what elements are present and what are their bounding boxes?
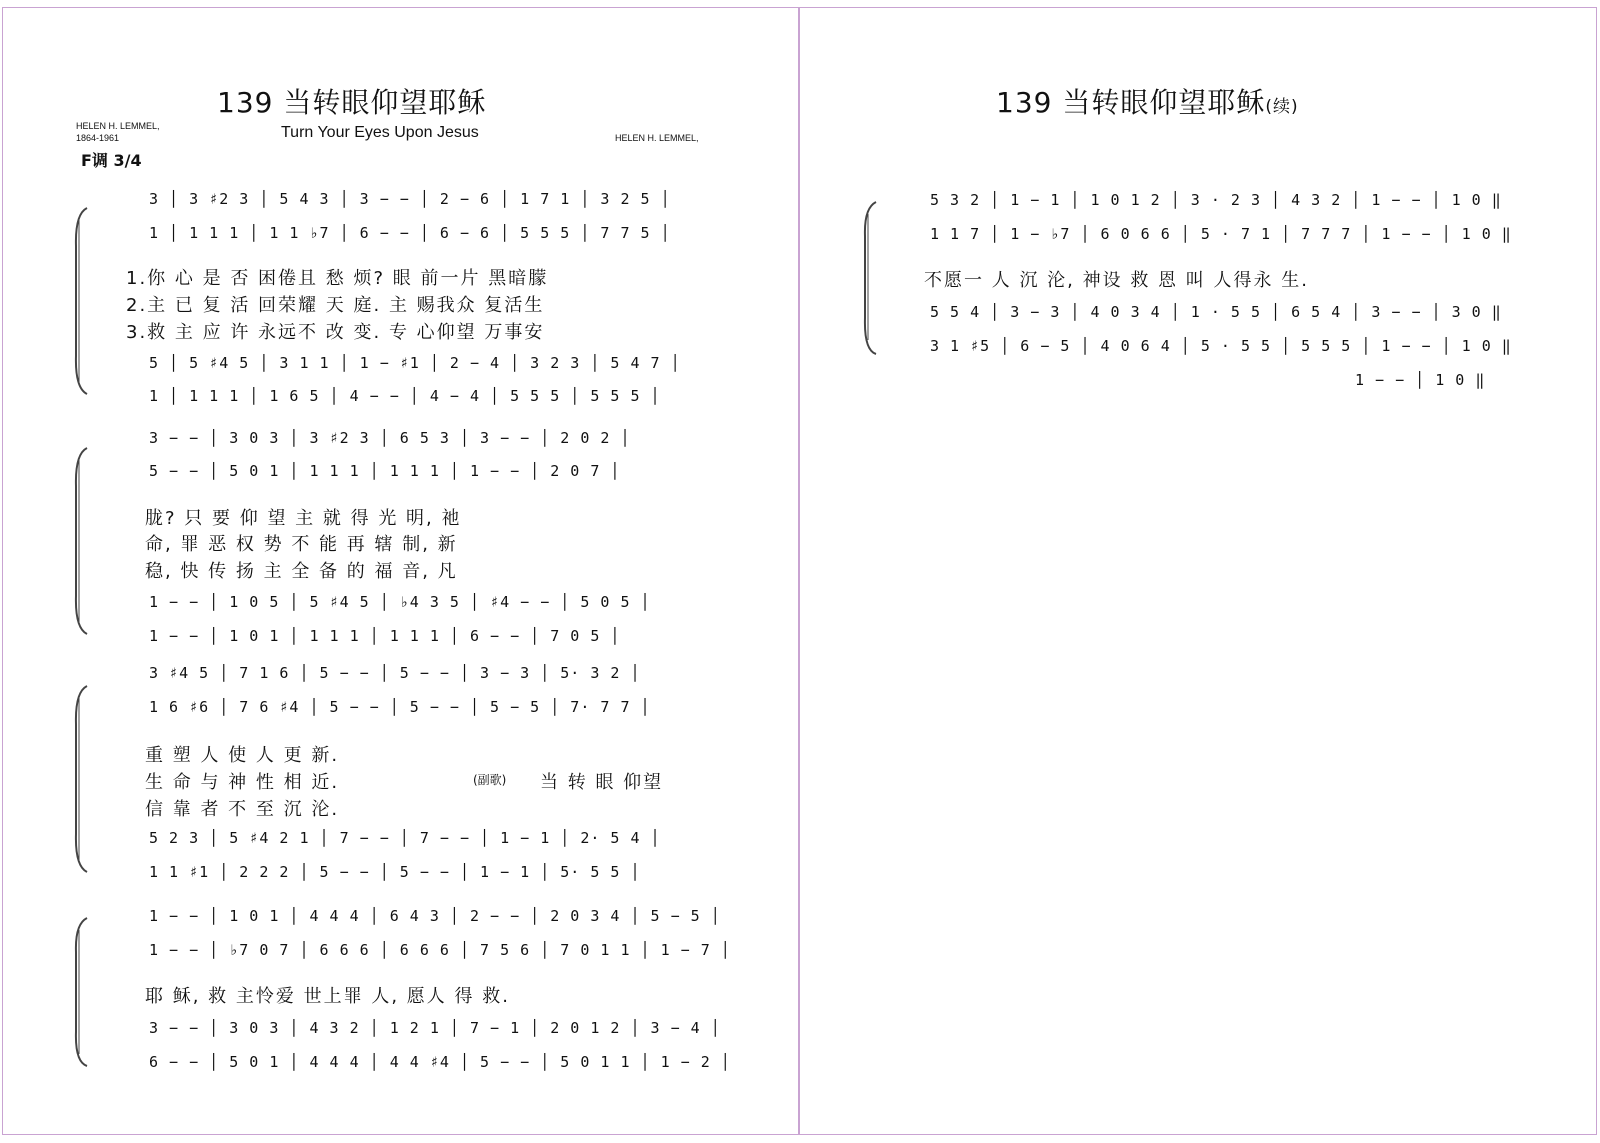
refrain-label: (副歌): [473, 773, 507, 787]
lyric-line: 命, 罪 恶 权 势 不 能 再 辖 制, 新: [145, 534, 458, 555]
system-brace-icon: [69, 916, 91, 1068]
staff-line: 5 − − │ 5 0 1 │ 1 1 1 │ 1 1 1 │ 1 − − │ 2 0 7 │: [149, 462, 621, 480]
staff-line: 1 − − │ ♭7 0 7 │ 6 6 6 │ 6 6 6 │ 7 5 6 │ 7 0 1 1 │ 1 − 7 │: [149, 941, 731, 959]
left-page: [2, 7, 799, 1135]
staff-line: 3 1 ♯5 │ 6 − 5 │ 4 0 6 4 │ 5 · 5 5 │ 5 5 5 │ 1 − − │ 1 0 ‖: [930, 337, 1512, 355]
staff-line: 1 − − │ 1 0 1 │ 4 4 4 │ 6 4 3 │ 2 − − │ 2 0 3 4 │ 5 − 5 │: [149, 907, 721, 925]
staff-line: 5 2 3 │ 5 ♯4 2 1 │ 7 − − │ 7 − − │ 1 − 1 │ 2· 5 4 │: [149, 829, 661, 847]
staff-line: 5 3 2 │ 1 − 1 │ 1 0 1 2 │ 3 · 2 3 │ 4 3 2 │ 1 − − │ 1 0 ‖: [930, 191, 1502, 209]
staff-line: 1 − − │ 1 0 5 │ 5 ♯4 5 │ ♭4 3 5 │ ♯4 − − │ 5 0 5 │: [149, 593, 651, 611]
page-title: [996, 81, 1299, 121]
lyric-line: 信 靠 者 不 至 沉 沦.: [145, 799, 340, 820]
staff-line: 6 − − │ 5 0 1 │ 4 4 4 │ 4 4 ♯4 │ 5 − − │ 5 0 1 1 │ 1 − 2 │: [149, 1053, 731, 1071]
staff-line: 1 6 ♯6 │ 7 6 ♯4 │ 5 − − │ 5 − − │ 5 − 5 │ 7· 7 7 │: [149, 698, 651, 716]
lyric-line: 1.你 心 是 否 困倦且 愁 烦? 眼 前一片 黑暗朦: [126, 268, 549, 289]
continued-label: (续): [1265, 97, 1299, 117]
staff-line: 3 − − │ 3 0 3 │ 3 ♯2 3 │ 6 5 3 │ 3 − − │ 2 0 2 │: [149, 429, 631, 447]
page-title: 139 当转眼仰望耶稣: [217, 86, 487, 119]
staff-line: 5 5 4 │ 3 − 3 │ 4 0 3 4 │ 1 · 5 5 │ 6 5 4 │ 3 − − │ 3 0 ‖: [930, 303, 1502, 321]
staff-line: 5 │ 5 ♯4 5 │ 3 1 1 │ 1 − ♯1 │ 2 − 4 │ 3 2 3 │ 5 4 7 │: [149, 354, 681, 372]
staff-line: 1 − − │ 1 0 1 │ 1 1 1 │ 1 1 1 │ 6 − − │ 7 0 5 │: [149, 627, 621, 645]
composer-credit: HELEN H. LEMMEL,: [615, 133, 699, 143]
staff-line: 3 − − │ 3 0 3 │ 4 3 2 │ 1 2 1 │ 7 − 1 │ 2 0 1 2 │ 3 − 4 │: [149, 1019, 721, 1037]
lyric-line: 胧? 只 要 仰 望 主 就 得 光 明, 祂: [145, 508, 462, 529]
lyric-line: 不愿一 人 沉 沦, 神设 救 恩 叫 人得永 生.: [924, 270, 1309, 291]
system-brace-icon: [858, 200, 880, 356]
lyric-line: 稳, 快 传 扬 主 全 备 的 福 音, 凡: [145, 561, 458, 582]
lyric-line: 重 塑 人 使 人 更 新.: [145, 745, 340, 766]
system-brace-icon: [69, 684, 91, 874]
page-title-text: 139 当转眼仰望耶稣: [996, 86, 1266, 119]
key-signature: F调 3/4: [81, 151, 142, 170]
staff-line: 1 1 ♯1 │ 2 2 2 │ 5 − − │ 5 − − │ 1 − 1 │ 5· 5 5 │: [149, 863, 641, 881]
refrain-lyric: 当 转 眼 仰望: [540, 772, 664, 793]
staff-line: 1 │ 1 1 1 │ 1 1 ♭7 │ 6 − − │ 6 − 6 │ 5 5 5 │ 7 7 5 │: [149, 224, 671, 242]
lyric-line: 耶 稣, 救 主怜爱 世上罪 人, 愿人 得 救.: [145, 986, 510, 1007]
staff-line: 3 ♯4 5 │ 7 1 6 │ 5 − − │ 5 − − │ 3 − 3 │ 5· 3 2 │: [149, 664, 641, 682]
staff-line: 1 1 7 │ 1 − ♭7 │ 6 0 6 6 │ 5 · 7 1 │ 7 7 7 │ 1 − − │ 1 0 ‖: [930, 225, 1512, 243]
staff-line: 1 − − │ 1 0 ‖: [1355, 371, 1486, 389]
system-brace-icon: [69, 446, 91, 636]
english-subtitle: Turn Your Eyes Upon Jesus: [281, 124, 479, 141]
right-page: [799, 7, 1597, 1135]
lyric-line: 2.主 已 复 活 回荣耀 天 庭. 主 赐我众 复活生: [126, 295, 545, 316]
author-credit: [76, 120, 160, 144]
staff-line: 1 │ 1 1 1 │ 1 6 5 │ 4 − − │ 4 − 4 │ 5 5 5 │ 5 5 5 │: [149, 387, 661, 405]
lyric-line: 生 命 与 神 性 相 近.: [145, 772, 340, 793]
author-years: 1864-1961: [76, 133, 120, 143]
system-brace-icon: [69, 206, 91, 396]
staff-line: 3 │ 3 ♯2 3 │ 5 4 3 │ 3 − − │ 2 − 6 │ 1 7 1 │ 3 2 5 │: [149, 190, 671, 208]
lyric-line: 3.救 主 应 许 永远不 改 变. 专 心仰望 万事安: [126, 322, 545, 343]
author-name: HELEN H. LEMMEL,: [76, 121, 160, 131]
